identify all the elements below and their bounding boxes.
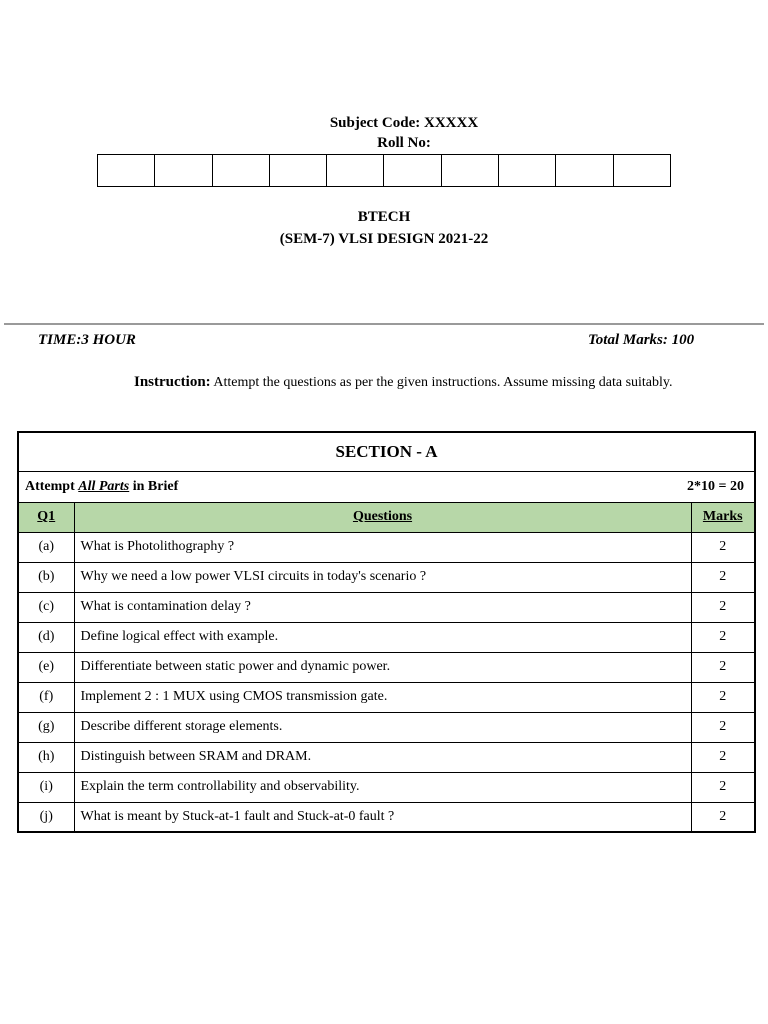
question-marks: 2 [691,712,755,742]
table-row [18,802,755,832]
roll-number-box [213,155,270,186]
roll-number-boxes [97,154,671,187]
question-number: (b) [18,562,74,592]
table-row [18,622,755,652]
attempt-row [18,471,755,502]
header-divider [4,323,764,325]
table-row [18,772,755,802]
question-marks: 2 [691,682,755,712]
question-text: Distinguish between SRAM and DRAM. [74,742,691,772]
attempt-prefix: Attempt [25,478,79,494]
table-row [18,562,755,592]
question-marks: 2 [691,622,755,652]
table-row [18,652,755,682]
total-marks: Total Marks: 100 [588,332,695,348]
question-number: (j) [18,802,74,832]
table-header-row [18,502,755,532]
instruction-label: Instruction: [134,374,211,390]
paper-title: (SEM-7) VLSI DESIGN 2021-22 [279,231,489,247]
question-text: Implement 2 : 1 MUX using CMOS transmission gate. [74,682,691,712]
exam-time: TIME:3 HOUR [38,332,136,348]
question-text: Describe different storage elements. [74,712,691,742]
question-number: (e) [18,652,74,682]
question-text: What is Photolithography ? [74,532,691,562]
section-a-table [17,431,756,833]
col-header-questions: Questions [74,502,691,532]
roll-number-label: Roll No: [377,135,431,151]
section-title-row [18,432,755,471]
marks-formula: 2*10 = 20 [687,478,744,494]
question-number: (c) [18,592,74,622]
table-row [18,592,755,622]
roll-number-box [98,155,155,186]
question-marks: 2 [691,802,755,832]
question-text: Explain the term controllability and observability. [74,772,691,802]
instruction-text: Attempt the questions as per the given instructions. Assume missing data suitably. [210,375,673,390]
question-marks: 2 [691,592,755,622]
question-text: What is contamination delay ? [74,592,691,622]
question-text: What is meant by Stuck-at-1 fault and Stuck-at-0 fault ? [74,802,691,832]
question-marks: 2 [691,532,755,562]
attempt-instruction [25,479,178,495]
col-header-marks: Marks [691,502,755,532]
question-number: (i) [18,772,74,802]
roll-number-box [270,155,327,186]
roll-number-box [556,155,613,186]
question-text: Define logical effect with example. [74,622,691,652]
section-title: SECTION - A [18,432,755,471]
question-number: (f) [18,682,74,712]
question-marks: 2 [691,562,755,592]
instruction [134,374,673,391]
roll-number-box [384,155,441,186]
table-row [18,682,755,712]
attempt-suffix: in Brief [129,478,179,494]
question-number: (a) [18,532,74,562]
attempt-parts: All Parts [78,478,130,494]
question-number: (d) [18,622,74,652]
question-marks: 2 [691,742,755,772]
question-number: (g) [18,712,74,742]
roll-number-box [155,155,212,186]
program-name: BTECH [357,209,411,225]
col-header-no: Q1 [18,502,74,532]
question-text: Differentiate between static power and dynamic power. [74,652,691,682]
roll-number-box [442,155,499,186]
roll-number-box [499,155,556,186]
roll-number-box [327,155,384,186]
table-row [18,532,755,562]
question-number: (h) [18,742,74,772]
subject-code: Subject Code: XXXXX [329,115,479,131]
roll-number-box [614,155,670,186]
table-row [18,742,755,772]
table-row [18,712,755,742]
question-marks: 2 [691,652,755,682]
question-marks: 2 [691,772,755,802]
question-text: Why we need a low power VLSI circuits in today's scenario ? [74,562,691,592]
